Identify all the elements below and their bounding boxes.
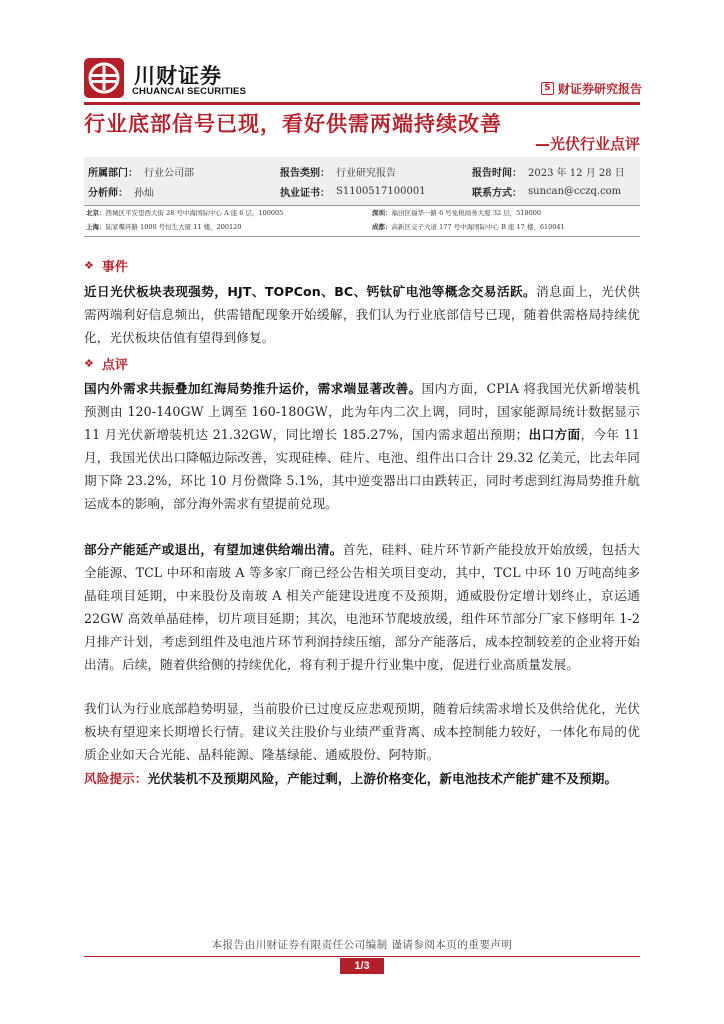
comment-paragraph-supply bbox=[84, 538, 640, 676]
report-brand-label: 财证券研究报告 bbox=[557, 82, 642, 96]
meta-analyst bbox=[88, 184, 154, 199]
address-divider-bottom bbox=[84, 236, 640, 237]
address-shenzhen bbox=[372, 208, 541, 217]
comment-paragraph-conclusion bbox=[84, 697, 640, 766]
section-comment-heading bbox=[84, 354, 128, 373]
address-label: 成都： bbox=[372, 223, 392, 231]
paragraph-body: 国内方面，CPIA 将我国光伏新增装机预测由 120-140GW 上调至 160-180GW，此为年内二次上调，同时，国家能源局统计数据显示 11 月光伏新增装机达 21.32GW，同比增长 185.27%，国内需求超出预期； bbox=[84, 381, 640, 442]
meta-label: 所属部门： bbox=[88, 167, 138, 179]
risk-text: 光伏装机不及预期风险，产能过剩，上游价格变化，新电池技术产能扩建不及预期。 bbox=[147, 771, 618, 786]
paragraph-lead: 部分产能延产或退出，有望加速供给端出清。 bbox=[84, 542, 343, 557]
header-divider bbox=[84, 102, 640, 105]
meta-time bbox=[472, 164, 625, 179]
meta-value: 行业研究报告 bbox=[336, 167, 396, 179]
meta-label: 报告类别： bbox=[280, 167, 330, 179]
meta-label: 联系方式： bbox=[472, 187, 522, 199]
risk-paragraph bbox=[84, 767, 640, 790]
footer-divider bbox=[84, 956, 640, 957]
brand-name-cn: 川财证券 bbox=[134, 64, 222, 88]
contact-email-link[interactable]: suncan@cczq.com bbox=[528, 185, 622, 197]
address-label: 上海： bbox=[86, 223, 106, 231]
paragraph-emphasis: 出口方面 bbox=[528, 427, 581, 442]
risk-label: 风险提示： bbox=[84, 771, 148, 786]
section-title: 事件 bbox=[101, 260, 128, 275]
event-paragraph bbox=[84, 280, 640, 349]
address-label: 深圳： bbox=[372, 209, 392, 217]
report-brand-icon: S bbox=[541, 82, 554, 95]
paragraph-body: 首先，硅料、硅片环节新产能投放开始放缓，包括大全能源、TCL 中环和南玻 A 等多家厂商已经公告相关项目变动，其中，TCL 中环 10 万吨高纯多晶硅项目延期，中来股份及南玻 A 相关产能建设进度不及预期，通威股份定增计划终止，京运通 22GW 高效单晶硅棒，切片项目延期；其次，电池环节爬坡放缓，组件环节部分厂家下修明年 1-2 月排产计划，考虑到组件及电池片环节利润持续压缩，部分产能落后，成本控制较差的企业将开始出清。后续，随着供给侧的持续优化，将有利于提升行业集中度，促进行业高质量发展。 bbox=[84, 542, 640, 672]
meta-label: 报告时间： bbox=[472, 167, 522, 179]
paragraph-body: ，今年 11 月，我国光伏出口降幅边际改善，实现硅棒、硅片、电池、组件出口合计 29.32 亿美元，比去年同期下降 23.2%，环比 10 月份微降 5.1%，其中逆变器出口由跌转正，同时考虑到红海局势推升航运成本的影响，部分海外需求有望提前兑现。 bbox=[84, 427, 640, 511]
address-divider bbox=[84, 205, 640, 206]
report-header bbox=[0, 0, 724, 100]
meta-value: S1100517100001 bbox=[336, 185, 426, 197]
meta-department bbox=[88, 164, 194, 179]
meta-value: 孙灿 bbox=[134, 187, 154, 199]
footer-disclaimer: 本报告由川财证券有限责任公司编制 谨请参阅本页的重要声明 bbox=[211, 939, 513, 951]
address-value: 西城区平安里西大街 28 号中海国际中心 A 座 6 层，100005 bbox=[105, 209, 284, 217]
brand-name-en: CHUANCAI SECURITIES bbox=[132, 86, 247, 97]
meta-contact bbox=[472, 184, 621, 199]
diamond-bullet-icon: ❖ bbox=[84, 259, 94, 272]
address-shanghai bbox=[86, 222, 241, 231]
chuancai-logo-icon bbox=[84, 58, 124, 98]
meta-value: 2023 年 12 月 28 日 bbox=[528, 167, 625, 179]
meta-category bbox=[280, 164, 396, 179]
event-lead: 近日光伏板块表现强势，HJT、TOPCon、BC、钙钛矿电池等概念交易活跃。 bbox=[84, 284, 537, 299]
comment-paragraph-demand bbox=[84, 377, 640, 515]
diamond-bullet-icon: ❖ bbox=[84, 357, 94, 370]
address-chengdu bbox=[372, 222, 565, 231]
report-subtitle: —光伏行业点评 bbox=[534, 135, 640, 153]
meta-label: 执业证书： bbox=[280, 187, 330, 199]
report-title: 行业底部信号已现，看好供需两端持续改善 bbox=[84, 112, 502, 136]
meta-row bbox=[84, 161, 640, 181]
address-label: 北京： bbox=[86, 209, 106, 217]
meta-value: 行业公司部 bbox=[144, 167, 194, 179]
paragraph-body: 我们认为行业底部趋势明显，当前股价已过度反应悲观预期，随着后续需求增长及供给优化，光伏板块有望迎来长期增长行情。建议关注股价与业绩严重背离、成本控制能力较好，一体化布局的优质企业如天合光能、晶科能源、隆基绿能、通威股份、阿特斯。 bbox=[84, 701, 640, 762]
section-title: 点评 bbox=[101, 358, 128, 373]
page-number: 1/3 bbox=[340, 958, 384, 974]
paragraph-lead: 国内外需求共振叠加红海局势推升运价，需求端显著改善。 bbox=[84, 381, 422, 396]
report-meta bbox=[84, 157, 640, 205]
section-event-heading bbox=[84, 256, 128, 275]
report-brand bbox=[541, 80, 642, 97]
meta-license bbox=[280, 184, 426, 199]
address-value: 高新区交子大道 177 号中海国际中心 B 座 17 楼，610041 bbox=[391, 223, 565, 231]
address-value: 陆家嘴环路 1000 号恒生大厦 11 楼，200120 bbox=[105, 223, 242, 231]
meta-row bbox=[84, 181, 640, 201]
address-beijing bbox=[86, 208, 283, 217]
meta-label: 分析师： bbox=[88, 187, 128, 199]
event-body: 消息面上，光伏供需两端利好信息频出，供需错配现象开始缓解，我们认为行业底部信号已现，随着供需格局持续优化，光伏板块估值有望得到修复。 bbox=[84, 284, 640, 345]
address-value: 福田区福华一路 6 号免税商务大厦 32 层，518000 bbox=[391, 209, 541, 217]
